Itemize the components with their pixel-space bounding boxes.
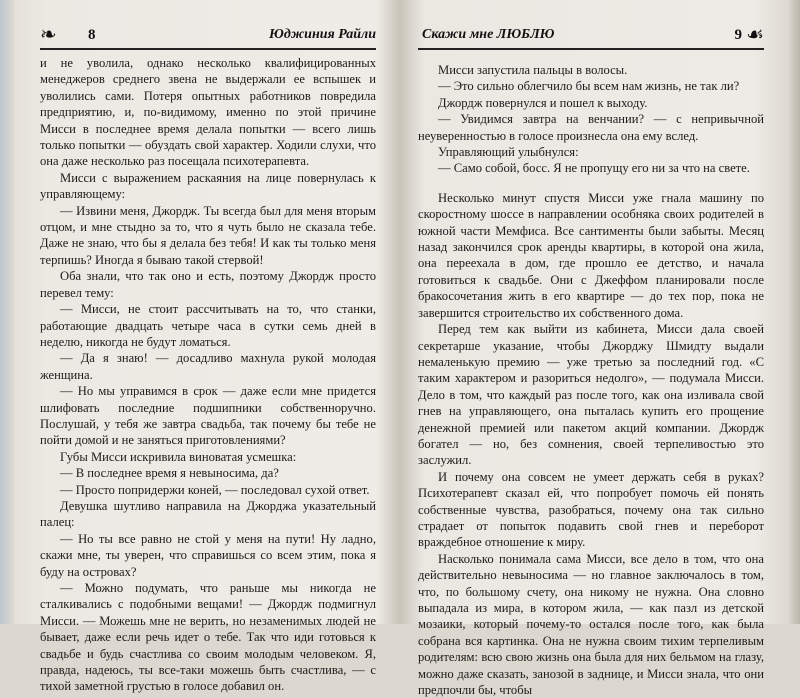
paragraph: — Но мы управимся в срок — даже если мне придется шлифовать последние подшипники собственноручно. Послушай, у тебя же завтра свадьба, так почему бы тебе не пойти домой и не заняться приготовлениями? [40,384,376,448]
paragraph: — Увидимся завтра на венчании? — с непривычной неуверенностью в голосе произнесла она ему вслед. [418,112,764,143]
section-break [418,177,764,190]
right-page [400,0,800,698]
paragraph: — Просто попридержи коней, — последовал сухой ответ. [60,482,370,497]
right-running-header [418,22,764,50]
page-number: 8 [88,27,96,43]
paragraph: — Это сильно облегчило бы всем нам жизнь, не так ли? [438,79,740,94]
paragraph: — В последнее время я невыносима, да? [60,466,279,481]
paragraph: — Извини меня, Джордж. Ты всегда был для меня вторым отцом, и мне стыдно за то, что я чуть было не сказала тебе. Даже не знаю, что бы я делала без тебя! И как ты только меня терпишь? Иногда я бываю такой стервой! [40,203,376,267]
running-head-title: Скажи мне ЛЮБЛЮ [422,27,555,42]
ornament-icon: ❧ [40,24,57,46]
ornament-icon: ☙ [746,24,764,46]
paragraph: и не уволила, однако несколько квалифицированных менеджеров среднего звена не выдержали ее вспышек и уволились сами. Потеря опытных работников повредила предприятию, и, по-видимому, именно по этой причине Мисси в последнее время делала попытки — всего лишь только попытки — обуздать свой характер. Ходили слухи, что она даже несколько раз посещала психотерапевта. [40,56,376,169]
paragraph: — Само собой, босс. Я не пропущу его ни за что на свете. [438,161,750,176]
right-page-text [418,62,764,698]
left-page-text [40,55,376,695]
paragraph: Губы Мисси искривила виноватая усмешка: [60,449,297,464]
left-page [0,0,400,694]
page-number: 9 [734,27,742,43]
paragraph: — Да я знаю! — досадливо махнула рукой молодая женщина. [40,351,376,382]
paragraph: — Мисси, не стоит рассчитывать на то, что станки, работающие двадцать четыре часа в сутки семь дней в неделю, никогда не будут ломаться. [40,302,376,349]
paragraph: — Но ты все равно не стой у меня на пути! Ну ладно, скажи мне, ты уверен, что справишься со всем этим, пока я буду на островах? [40,531,376,579]
paragraph: Мисси с выражением раскаяния на лице повернулась к управляющему: [40,170,376,202]
paragraph: — Можно подумать, что раньше мы никогда не сталкивались с подобными вещами! — Джордж подмигнул Мисси. — Можешь мне не верить, но незаменимых людей не бывает, даже если речь идет о тебе. Так что иди готовься к свадьбе и будь счастлива со своим молодым человеком. Я, правда, надеюсь, ты все-таки можешь быть счастлива, — с тихой заметной грустью в голосе добавил он. [40,581,376,694]
paragraph: И почему она совсем не умеет держать себя в руках? Психотерапевт сказал ей, что попробует помочь ей понять собственные чувства, разобраться, почему она так сильно страдает от попыток подавить свой гнев и переборот враждебное отношение к миру. [418,469,764,550]
paragraph: Управляющий улыбнулся: [438,145,579,160]
paragraph: Мисси запустила пальцы в волосы. [438,63,628,77]
paragraph: Перед тем как выйти из кабинета, Мисси дала своей секретарше указание, чтобы Джорджу Шмидту выдали немаленькую премию — уже третью за последний год. «С таким характером и разориться недолго», — подумала Мисси. Дело в том, что каждый раз после того, как она изливала свой гнев на управляющего, она пыталась купить его прощение денежной премией или пакетом акций компании. Джордж богател — но, без сомнения, своей терпеливостью это заслужил. [418,322,764,468]
paragraph: Девушка шутливо направила на Джорджа указательный палец: [40,498,376,530]
paragraph: Оба знали, что так оно и есть, поэтому Джордж просто перевел тему: [40,269,376,300]
running-head-author: Юджиния Райли [269,27,376,42]
left-running-header [40,22,376,50]
paragraph: Джордж повернулся и пошел к выходу. [438,95,648,110]
paragraph: Несколько минут спустя Мисси уже гнала машину по скоростному шоссе в направлении особняка своих родителей в южной части Мемфиса. Все сантименты были забыты. Месяц назад закончился срок аренды квартиры, в которой она жила, она переехала в дом, где прошло ее детство, и начала готовиться к свадьбе. Они с Джеффом планировали после бракосочетания жить в его квартире — до тех пор, пока не завершится строительство их собственного дома. [418,190,764,320]
paragraph: Насколько понимала сама Мисси, все дело в том, что она действительно невыносима — но главное заключалось в том, что, по большому счету, она никому не нужна. Она словно выпадала из мира, в котором жила, — как пазл из детской мозаики, который почему-то остался после того, как была собрана вся картинка. Она не нужна своим тихим терпеливым родителям: всю свою жизнь она была для них бельмом на глазу, можно даже сказать, занозой в заднице, и Мисси знала, что они предпочли бы, чтобы [418,551,764,698]
